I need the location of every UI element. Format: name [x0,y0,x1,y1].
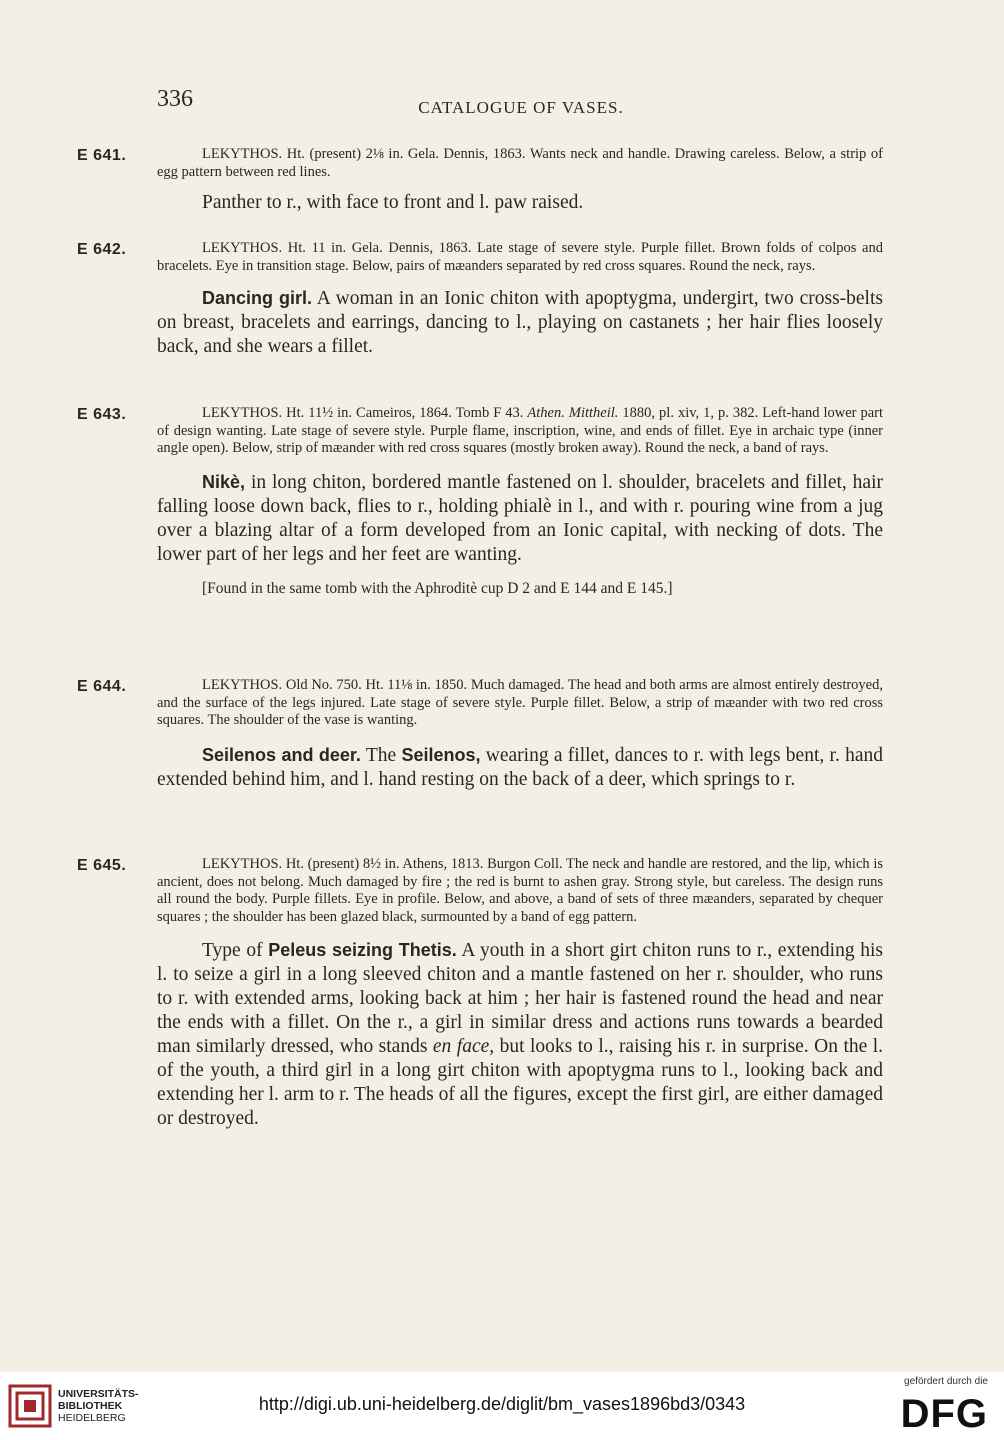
entry-specification: LEKYTHOS. Ht. 11½ in. Cameiros, 1864. Tomb F 43. Athen. Mittheil. 1880, pl. xiv, 1, p. 382. Left-hand lower part of design wanting. Late stage of severe style. Purple flame, inscription, wine, and ends of fillet. Eye in archaic type (inner angle open). Below, strip of mæander with red cross squares (mostly broken away). Round the neck, a band of rays. [157,405,884,457]
entry-id: E 643. [77,406,127,423]
catalogue-entry [77,146,883,215]
catalogue-entry [77,240,883,359]
entry-id: E 641. [77,147,127,164]
entry-specification: LEKYTHOS. Ht. (present) 8½ in. Athens, 1813. Burgon Coll. The neck and handle are restored, and the lip, which is ancient, does not belong. Much damaged by fire ; the red is burnt to ashen gray. Strong style, but careless. The design runs all round the body. Purple fillets. Eye in profile. Below, and above, a band of sets of three mæanders, separated by chequer squares ; the shoulder has been glazed black, surmounted by a band of egg pattern. [157,856,883,925]
catalogue-entry [77,677,884,792]
journal-reference: Athen. Mittheil. [527,405,619,421]
entry-specification: LEKYTHOS. Ht. 11 in. Gela. Dennis, 1863. Late stage of severe style. Purple fillet. Brown folds of colpos and bracelets. Eye in transition stage. Below, pairs of mæanders separated by red cross squares. Round the neck, rays. [157,240,883,274]
entry-specification: LEKYTHOS. Ht. (present) 2⅛ in. Gela. Dennis, 1863. Wants neck and handle. Drawing careless. Below, a strip of egg pattern between red lines. [157,146,883,180]
entry-id: E 642. [77,241,127,258]
subject-title: Seilenos and deer. [202,744,361,765]
entry-description: Dancing girl. A woman in an Ionic chiton with apoptygma, undergirt, two cross-belts on breast, bracelets and earrings, dancing to l., playing on castanets ; her hair flies loosely back, and she wears a fillet. [157,288,883,358]
subject-title: Nikè, [202,471,246,492]
catalogue-entry [77,856,884,1131]
subject-name: Seilenos, [401,744,481,765]
permalink-url[interactable]: http://digi.ub.uni-heidelberg.de/diglit/bm_vases1896bd3/0343 [258,1394,746,1414]
running-title: CATALOGUE OF VASES. [418,98,624,117]
entry-description: Panther to r., with face to front and l. paw raised. [202,192,584,214]
entry-id: E 644. [77,678,127,695]
entry-id: E 645. [77,857,127,874]
catalogue-entry [77,405,884,598]
entry-description: Seilenos and deer. The Seilenos, wearing a fillet, dances to r. with legs bent, r. hand extended behind him, and l. hand resting on the back of a deer, which springs to r. [157,744,884,790]
dfg-logo: DFG [900,1392,988,1436]
find-note: [Found in the same tomb with the Aphroditè cup D 2 and E 144 and E 145.] [202,579,673,597]
entry-description: Type of Peleus seizing Thetis. A youth in a short girt chiton runs to r., extending his l. to seize a girl in a long sleeved chiton and a mantle fastened on her r. shoulder, who runs to r. with extended arms, looking back at him ; her hair is fastened round the head and near the ends with a fillet. On the r., a girl in similar dress and actions runs towards a bearded man similarly dressed, who stands en face, but looks to l., raising his r. in surprise. On the l. of the youth, a third girl in a long girt chiton with apoptygma runs to l., looking back and extending her l. arm to r. The heads of all the figures, except the first girl, are either damaged or destroyed. [157,940,884,1130]
subject-title: Peleus seizing Thetis. [268,940,457,961]
subject-title: Dancing girl. [202,288,312,309]
page-number: 336 [157,86,193,112]
entry-specification: LEKYTHOS. Old No. 750. Ht. 11⅛ in. 1850. Much damaged. The head and both arms are almost entirely destroyed, and the surface of the legs injured. Late stage of severe style. Purple fillet. Below, a strip of mæander with two red cross squares. The shoulder of the vase is wanting. [157,677,883,729]
funding-caption: gefördert durch die [904,1376,988,1387]
library-name: UNIVERSITÄTS- BIBLIOTHEK HEIDELBERG [58,1388,139,1424]
viewer-footer [0,1372,1004,1440]
entry-description: Nikè, in long chiton, bordered mantle fastened on l. shoulder, bracelets and fillet, hair falling loose down back, flies to r., holding phialè in l., and with r. pouring wine from a jug over a blazing altar of a form developed from an Ionic capital, with necking of dots. The lower part of her legs and her feet are wanting. [157,471,883,565]
